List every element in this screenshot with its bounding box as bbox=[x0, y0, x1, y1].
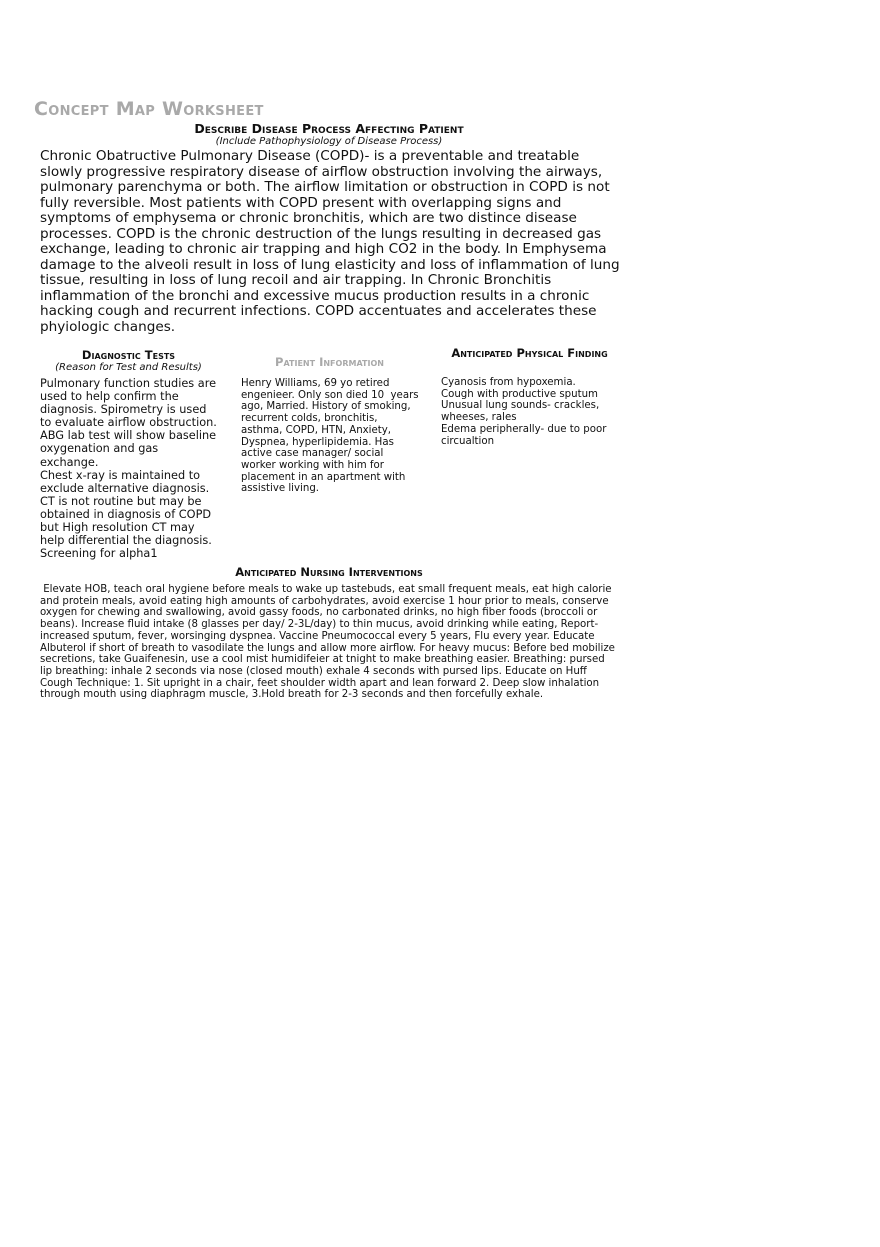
nursing-interventions-text: Elevate HOB, teach oral hygiene before meals to wake up tastebuds, eat small frequent meals, eat high calorie and protein meals, avoid eating high amounts of carbohydrates, avoid exercise 1 hour prior to meals, conserve oxygen for chewing and swallowing, avoid gassy foods, no carbonated drinks, no high fiber foods (broccoli or beans). Increase fluid intake (8 glasses per day/ 2-3L/day) to thin mucus, avoid drinking while eating, Report- increased sputum, fever, worsinging dyspnea. Vaccine Pneumococcal every 5 years, Flu every year. Educate Albuterol if short of breath to vasodilate the lungs and allow more airflow. For heavy mucus: Before bed mobilize secretions, take Guaifenesin, use a cool mist humidifeier at tnight to make breathing easier. Breathing: pursed lip breathing: inhale 2 seconds via nose (closed mouth) exhale 4 seconds with pursed lips. Educate on Huff Cough Technique: 1. Sit upright in a chair, feet shoulder width apart and lean forward 2. Deep slow inhalation through mouth using diaphragm muscle, 3.Hold breath for 2-3 seconds and then forcefully exhale. bbox=[40, 584, 619, 701]
patient-information-text: Henry Williams, 69 yo retired engenieer. Only son died 10 years ago, Married. History of smoking, recurrent colds, bronchitis, asthma, COPD, HTN, Anxiety, Dyspnea, hyperlipidemia. Has active case manager/ social worker working with him for placement in an apartment with assistive living. bbox=[241, 378, 422, 495]
worksheet-title: Concept Map Worksheet bbox=[34, 98, 264, 120]
patient-information-heading: Patient Information bbox=[275, 355, 384, 369]
nursing-interventions-heading: Anticipated Nursing Interventions bbox=[235, 565, 423, 579]
physical-finding-text: Cyanosis from hypoxemia. Cough with productive sputum Unusual lung sounds- crackles, wheeses, rales Edema peripherally- due to poor circualtion bbox=[441, 377, 607, 447]
disease-process-text: Chronic Obatructive Pulmonary Disease (COPD)- is a preventable and treatable slowly progressive respiratory disease of airflow obstruction involving the airways, pulmonary parenchyma or both. The airflow limitation or obstruction in COPD is not fully reversible. Most patients with COPD present with overlapping signs and symptoms of emphysema or chronic bronchitis, which are two distince disease processes. COPD is the chronic destruction of the lungs resulting in decreased gas exchange, leading to chronic air trapping and high CO2 in the body. In Emphysema damage to the alveoli result in loss of lung elasticity and loss of inflammation of lung tissue, resulting in loss of lung recoil and air trapping. In Chronic Bronchitis inflammation of the bronchi and excessive mucus production results in a chronic hacking cough and recurrent infections. COPD accentuates and accelerates these phyiologic changes. bbox=[40, 148, 620, 335]
diagnostic-tests-text: Pulmonary function studies are used to help confirm the diagnosis. Spirometry is used to evaluate airflow obstruction. ABG lab test will show baseline oxygenation and gas exchange. Chest x-ray is maintained to exclude alternative diagnosis. CT is not routine but may be obtained in diagnosis of COPD but High resolution CT may help differential the diagnosis. Screening for alpha1 bbox=[40, 377, 217, 561]
diagnostic-tests-heading: Diagnostic Tests bbox=[81, 348, 176, 362]
physical-finding-heading: Anticipated Physical Finding bbox=[451, 346, 608, 360]
disease-process-subheading: (Include Pathophysiology of Disease Process) bbox=[215, 136, 443, 147]
disease-process-heading: Describe Disease Process Affecting Patient bbox=[194, 121, 464, 136]
diagnostic-tests-subheading: (Reason for Test and Results) bbox=[55, 362, 202, 373]
